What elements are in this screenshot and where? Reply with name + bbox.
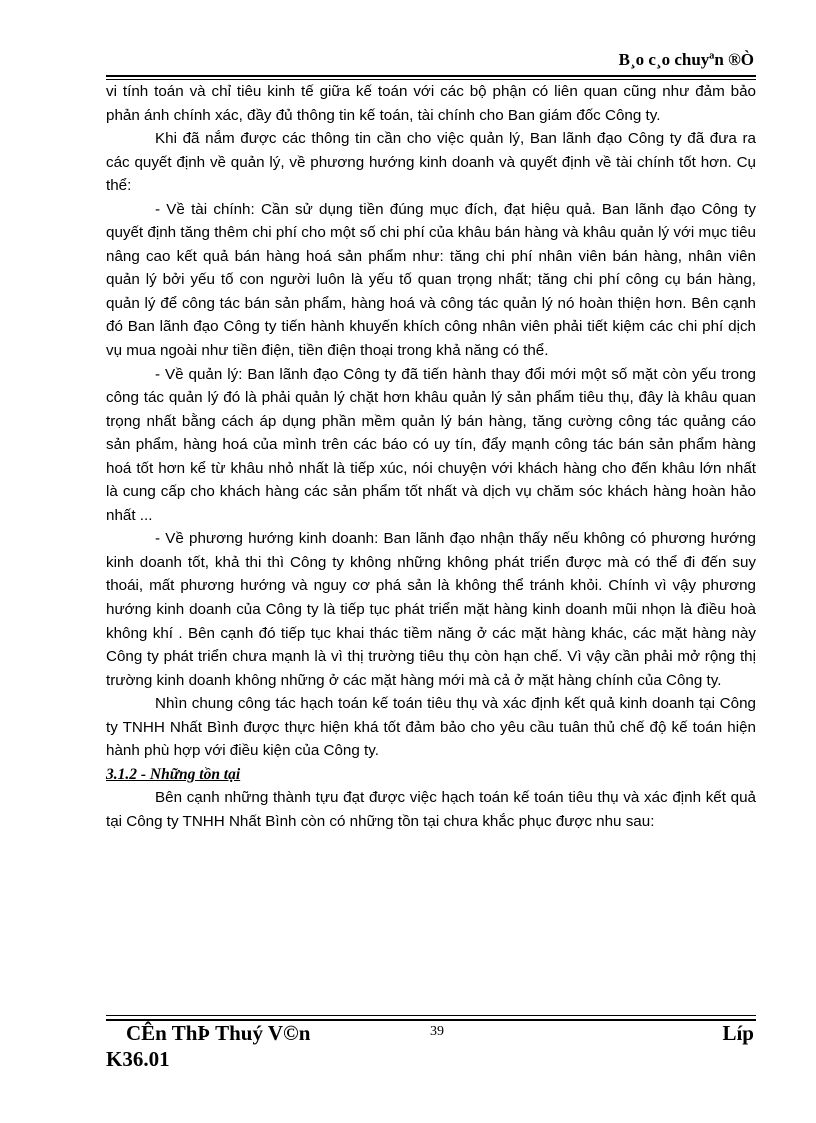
body-text: [106, 80, 756, 834]
paragraph-1: vi tính toán và chỉ tiêu kinh tế giữa kế toán với các bộ phận có liên quan cũng như đảm bảo phản ánh chính xác, đầy đủ thông tin kế toán, tài chính cho Ban giám đốc Công ty.: [106, 83, 756, 124]
section-heading-wrapper: [106, 763, 756, 787]
paragraph-finance: - Về tài chính: Cần sử dụng tiền đúng mục đích, đạt hiệu quả. Ban lãnh đạo Công ty quyết định tăng thêm chi phí cho một số chi phí của khâu bán hàng và khâu quản lý với mục tiêu nâng cao kết quả bán hàng hoá sản phẩm như: tăng chi phí nhân viên bán hàng, nhân viên quản lý bởi yếu tố con người luôn là yếu tố quan trọng nhất; tăng chi phí công cụ bán hàng, quản lý để công tác bán sản phẩm, hàng hoá và công tác quản lý nó hoàn thiện hơn. Bên cạnh đó Ban lãnh đạo Công ty tiến hành khuyến khích công nhân viên phải tiết kiệm các chi phí dịch vụ mua ngoài như tiền điện, tiền điện thoại trong khả năng có thể.: [106, 200, 756, 360]
paragraph-business-direction: - Về phương hướng kinh doanh: Ban lãnh đạo nhận thấy nếu không có phương hướng kinh doanh tốt, khả thi thì Công ty không những không phát triển được mà có thể đi đến suy thoái, mất phương hướng và nguy cơ phá sản là không thể tránh khỏi. Chính vì vậy phương hướng kinh doanh của Công ty là tiếp tục phát triển mặt hàng kinh doanh mũi nhọn là điều hoà không khí . Bên cạnh đó tiếp tục khai thác tiềm năng ở các mặt hàng khác, các mặt hàng này Công ty phát triển chưa mạnh là vì thị trường tiêu thụ còn hạn chế. Vì vậy cần phải mở rộng thị trường kinh doanh không những ở các mặt hàng mới mà cả ở mặt hàng chính của Công ty.: [106, 530, 756, 689]
header-rule: [106, 75, 756, 77]
report-title-header: B¸o c¸o chuyªn ®Ò: [618, 50, 754, 69]
footer-class-code: K36.01: [106, 1047, 170, 1071]
paragraph-closing: Bên cạnh những thành tựu đạt được việc hạch toán kế toán tiêu thụ và xác định kết quả tại Công ty TNHH Nhất Bình còn có những tồn tại chưa khắc phục được nhu sau:: [106, 789, 756, 830]
section-heading: 3.1.2 - Những tồn tại: [106, 765, 241, 783]
page-number: 39: [430, 1024, 444, 1039]
paragraph-management: - Về quản lý: Ban lãnh đạo Công ty đã tiến hành thay đổi mới một số mặt còn yếu trong công tác quản lý đó là phải quản lý chặt hơn khâu quản lý sản phẩm tiêu thụ, đây là khâu quan trọng nhất bằng cách áp dụng phần mềm quản lý bán hàng, tăng cường công tác quảng cáo sản phẩm, hàng hoá của mình trên các báo có uy tín, đẩy mạnh công tác bán sản phẩm hàng hoá tốt hơn kể từ khâu nhỏ nhất là tiếp xúc, nói chuyện với khách hàng cho đến khâu lớn nhất là cung cấp cho khách hàng các sản phẩm tốt nhất và dịch vụ chăm sóc khách hàng hoàn hảo nhất ...: [106, 365, 756, 524]
paragraph-2: Khi đã nắm được các thông tin cần cho việc quản lý, Ban lãnh đạo Công ty đã đưa ra các quyết định về quản lý, về phương hướng kinh doanh và quyết định về tài chính tốt hơn. Cụ thể:: [106, 130, 756, 195]
paragraph-summary: Nhìn chung công tác hạch toán kế toán tiêu thụ và xác định kết quả kinh doanh tại Công ty TNHH Nhất Bình được thực hiện khá tốt đảm bảo cho yêu cầu tuân thủ chế độ kế toán hiện hành phù hợp với điều kiện của Công ty.: [106, 695, 756, 760]
footer-author: CÊn ThÞ Thuý V©n: [126, 1021, 311, 1045]
footer-rule-thin: [106, 1015, 756, 1016]
footer-class-label: Líp: [722, 1021, 754, 1045]
